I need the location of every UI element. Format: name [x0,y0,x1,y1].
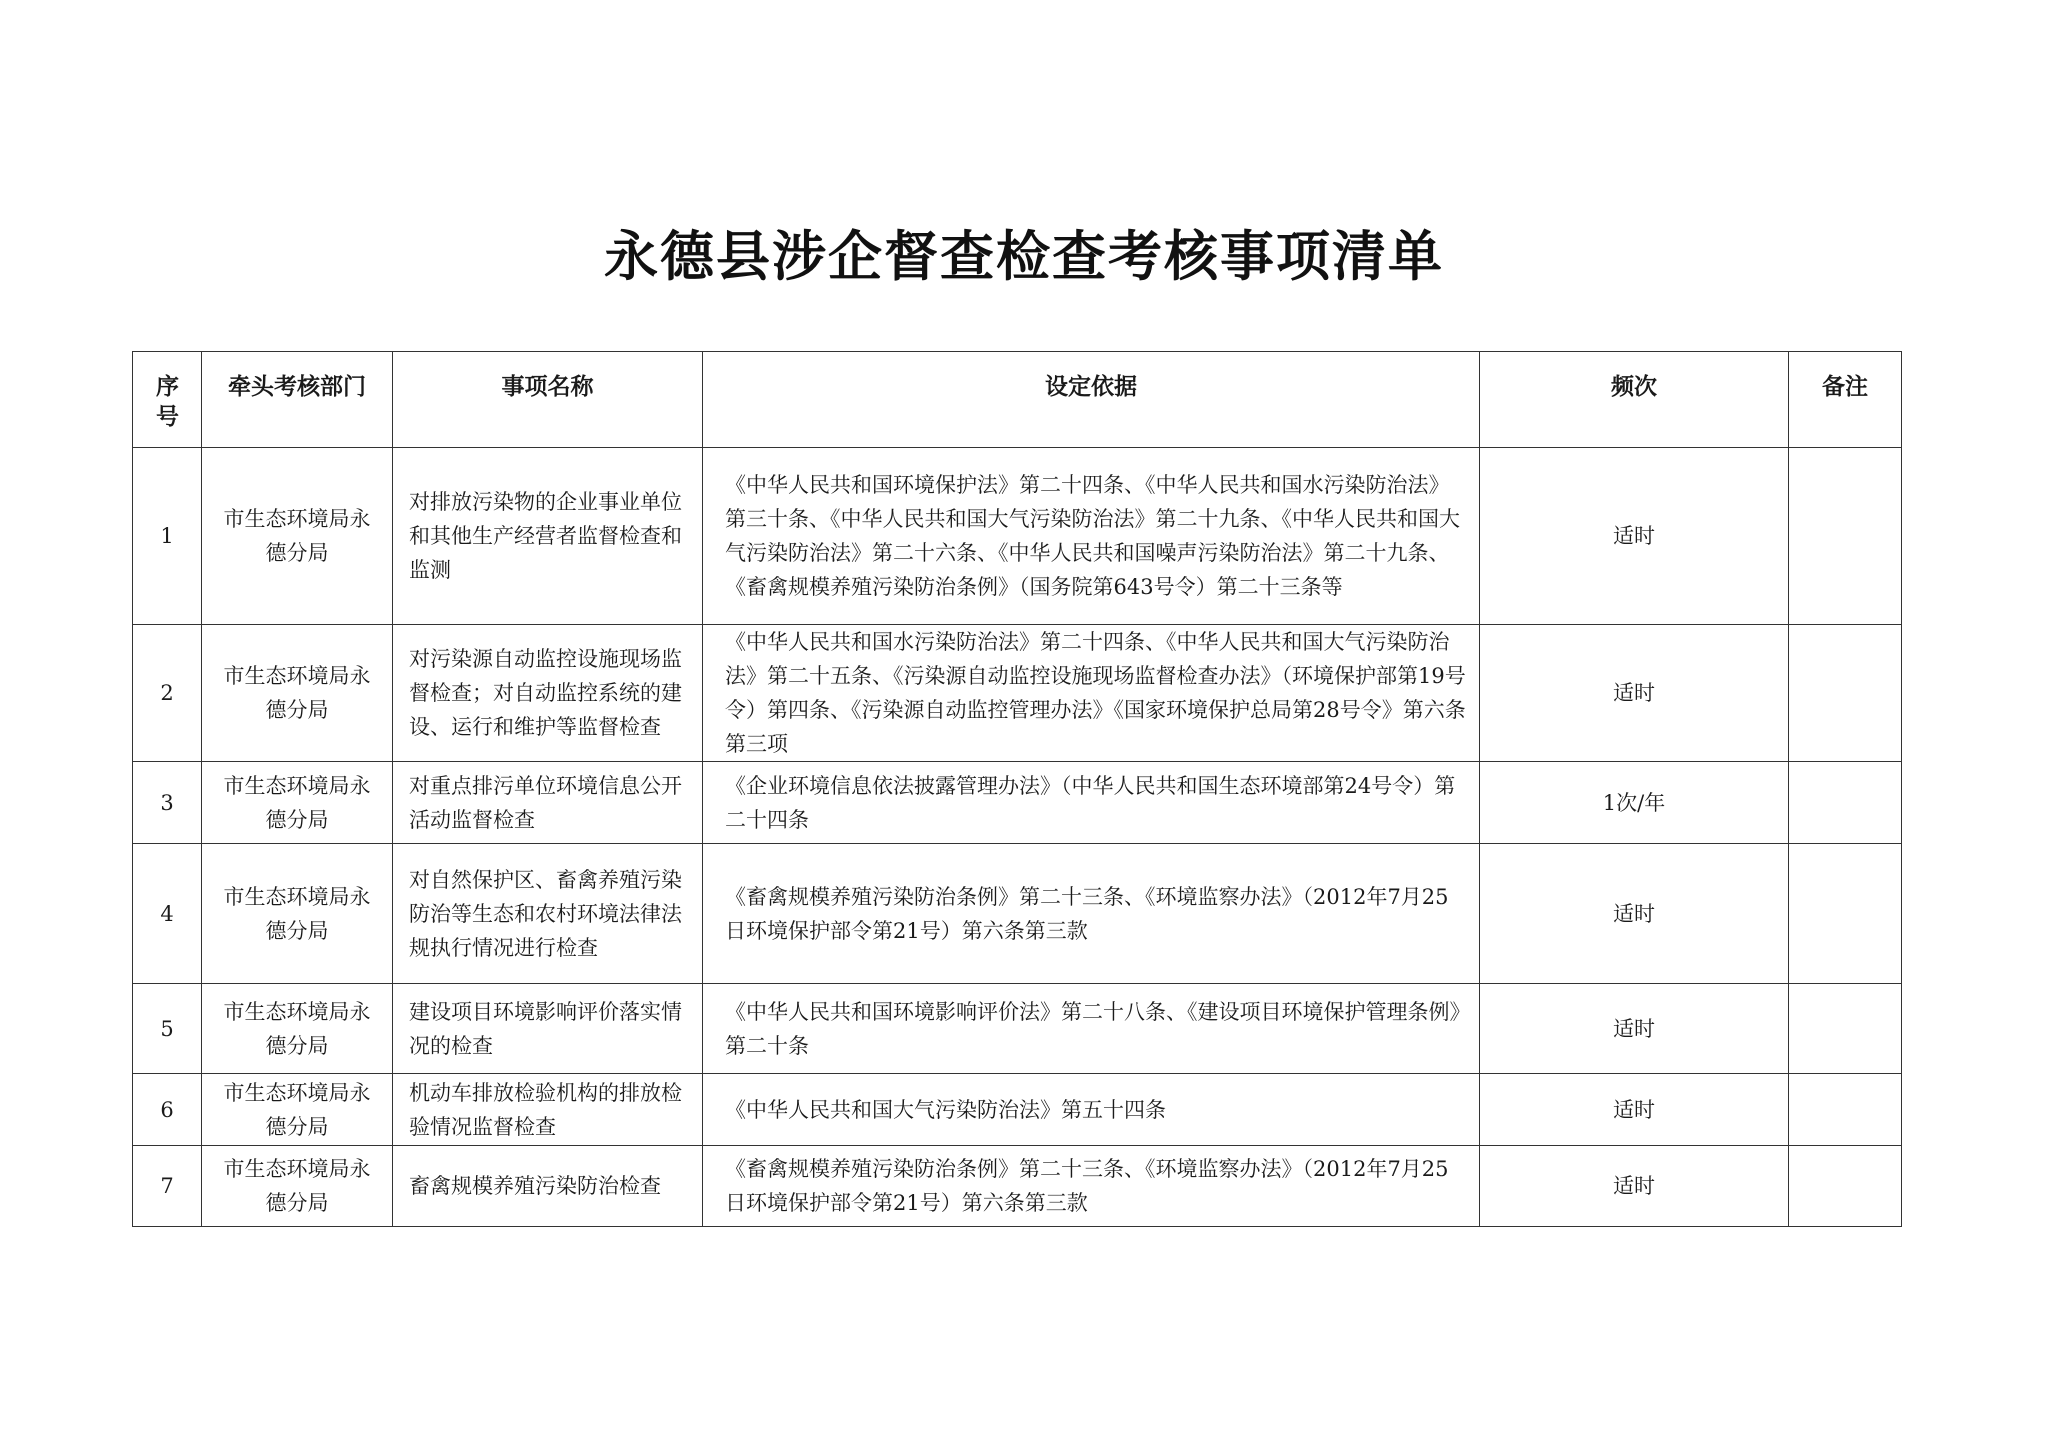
header-no: 序号 [133,352,202,448]
cell-freq: 适时 [1480,625,1789,762]
cell-dept: 市生态环境局永德分局 [202,844,393,984]
cell-no: 7 [133,1146,202,1227]
table-row [133,625,1902,762]
cell-dept: 市生态环境局永德分局 [202,1074,393,1146]
header-freq: 频次 [1480,352,1789,448]
cell-basis: 《畜禽规模养殖污染防治条例》第二十三条、《环境监察办法》（2012年7月25日环境保护部令第21号）第六条第三款 [703,1146,1480,1227]
header-dept: 牵头考核部门 [202,352,393,448]
cell-freq: 1次/年 [1480,762,1789,844]
cell-note [1789,1146,1902,1227]
cell-name: 机动车排放检验机构的排放检验情况监督检查 [393,1074,703,1146]
cell-name: 畜禽规模养殖污染防治检查 [393,1146,703,1227]
cell-dept: 市生态环境局永德分局 [202,984,393,1074]
cell-basis: 《畜禽规模养殖污染防治条例》第二十三条、《环境监察办法》（2012年7月25日环境保护部令第21号）第六条第三款 [703,844,1480,984]
cell-note [1789,844,1902,984]
cell-freq: 适时 [1480,844,1789,984]
table-row [133,1074,1902,1146]
cell-name: 对自然保护区、畜禽养殖污染防治等生态和农村环境法律法规执行情况进行检查 [393,844,703,984]
table-header-row [133,352,1902,448]
cell-no: 5 [133,984,202,1074]
cell-note [1789,625,1902,762]
cell-no: 4 [133,844,202,984]
table-row [133,984,1902,1074]
cell-dept: 市生态环境局永德分局 [202,762,393,844]
cell-freq: 适时 [1480,448,1789,625]
page-title: 永德县涉企督查检查考核事项清单 [604,224,1444,288]
cell-no: 1 [133,448,202,625]
cell-note [1789,762,1902,844]
cell-no: 3 [133,762,202,844]
header-name: 事项名称 [393,352,703,448]
cell-note [1789,984,1902,1074]
cell-basis: 《中华人民共和国环境保护法》第二十四条、《中华人民共和国水污染防治法》第三十条、《中华人民共和国大气污染防治法》第二十九条、《中华人民共和国大气污染防治法》第二十六条、《中华人民共和国噪声污染防治法》第二十九条、《畜禽规模养殖污染防治条例》（国务院第643号令）第二十三条等 [703,448,1480,625]
cell-basis: 《中华人民共和国水污染防治法》第二十四条、《中华人民共和国大气污染防治法》第二十五条、《污染源自动监控设施现场监督检查办法》（环境保护部第19号令）第四条、《污染源自动监控管理办法》《国家环境保护总局第28号令》第六条第三项 [703,625,1480,762]
cell-freq: 适时 [1480,1146,1789,1227]
table-row [133,448,1902,625]
cell-basis: 《中华人民共和国环境影响评价法》第二十八条、《建设项目环境保护管理条例》第二十条 [703,984,1480,1074]
header-note: 备注 [1789,352,1902,448]
table-row [133,762,1902,844]
cell-name: 对重点排污单位环境信息公开活动监督检查 [393,762,703,844]
cell-basis: 《企业环境信息依法披露管理办法》（中华人民共和国生态环境部第24号令）第二十四条 [703,762,1480,844]
cell-note [1789,1074,1902,1146]
cell-dept: 市生态环境局永德分局 [202,625,393,762]
cell-basis: 《中华人民共和国大气污染防治法》第五十四条 [703,1074,1480,1146]
header-basis: 设定依据 [703,352,1480,448]
cell-name: 建设项目环境影响评价落实情况的检查 [393,984,703,1074]
table-row [133,1146,1902,1227]
table-row [133,844,1902,984]
cell-no: 6 [133,1074,202,1146]
cell-freq: 适时 [1480,984,1789,1074]
cell-no: 2 [133,625,202,762]
cell-dept: 市生态环境局永德分局 [202,1146,393,1227]
inspection-items-table [132,351,1902,1227]
cell-note [1789,448,1902,625]
cell-freq: 适时 [1480,1074,1789,1146]
cell-name: 对污染源自动监控设施现场监督检查；对自动监控系统的建设、运行和维护等监督检查 [393,625,703,762]
cell-name: 对排放污染物的企业事业单位和其他生产经营者监督检查和监测 [393,448,703,625]
cell-dept: 市生态环境局永德分局 [202,448,393,625]
